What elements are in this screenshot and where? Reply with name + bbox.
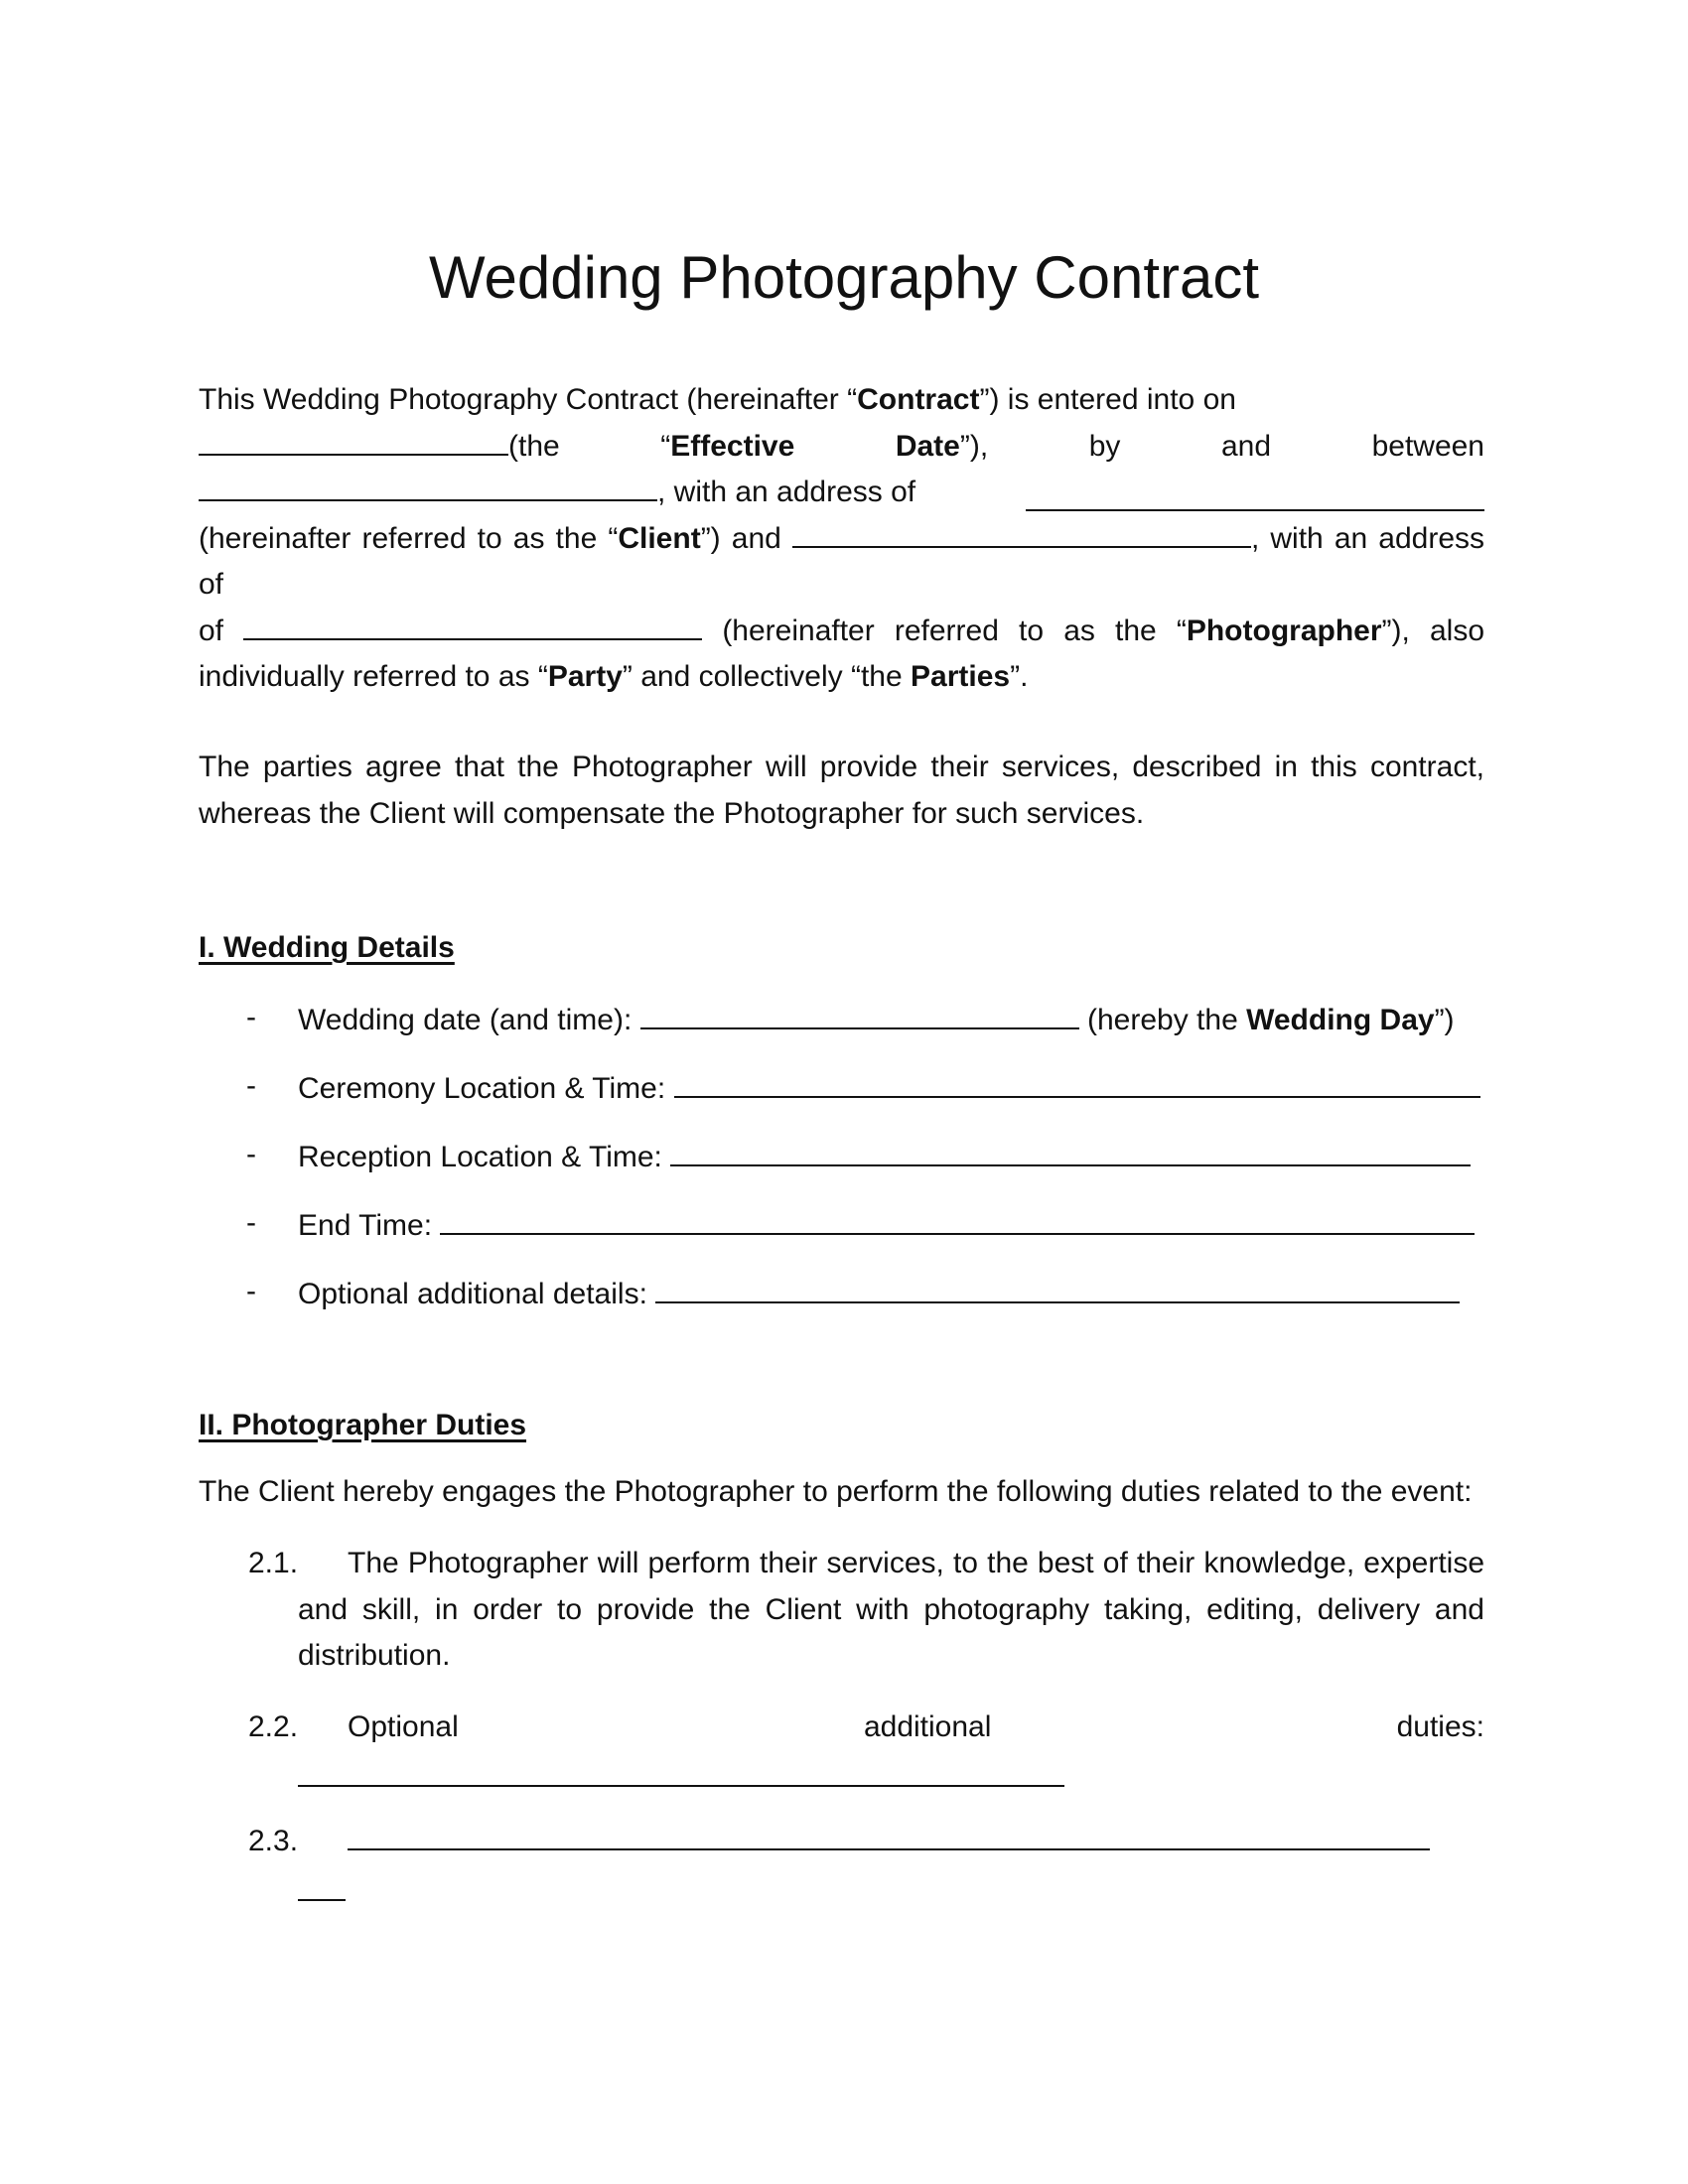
- list-item: - End Time:: [199, 1203, 1489, 1272]
- intro-paragraph: This Wedding Photography Contract (hereinafter “Contract”) is entered into on (the “Effective Date”), by and between , with an address of (hereinafter referred to as the “Client”) and , with an address of of (hereinafter referred to as the “Photographer”), also individually referred to as “Party” and collectively “the Parties”.: [199, 383, 1485, 693]
- clause-2-3-blank[interactable]: [348, 1819, 1430, 1850]
- list-item: - Optional additional details:: [199, 1272, 1489, 1340]
- wedding-date-blank[interactable]: [640, 998, 1079, 1029]
- client-name-blank[interactable]: [199, 470, 657, 501]
- term-parties: Parties: [911, 660, 1011, 693]
- section-heading-photographer-duties: II. Photographer Duties: [199, 1409, 527, 1441]
- term-photographer: Photographer: [1186, 614, 1382, 647]
- clause-2-3: 2.3.: [248, 1819, 1484, 1915]
- section-heading-wedding-details: I. Wedding Details: [199, 931, 455, 964]
- client-address-blank[interactable]: [1026, 479, 1484, 511]
- list-item: - Ceremony Location & Time:: [199, 1066, 1489, 1135]
- term-party: Party: [547, 660, 623, 693]
- additional-duties-blank[interactable]: [298, 1755, 1064, 1787]
- term-contract: Contract: [857, 383, 980, 416]
- ceremony-location-blank[interactable]: [674, 1066, 1480, 1098]
- agreement-paragraph: The parties agree that the Photographer will provide their services, described in this contract, whereas the Client will compensate the Photographer for such services.: [199, 751, 1484, 830]
- duties-intro: The Client hereby engages the Photographer to perform the following duties related to the event:: [199, 1475, 1473, 1508]
- photographer-address-blank[interactable]: [243, 609, 702, 640]
- clause-2-2: 2.2. Optional additional duties:: [248, 1705, 1484, 1801]
- photographer-name-blank[interactable]: [792, 516, 1251, 548]
- term-wedding-day: Wedding Day: [1246, 1004, 1435, 1036]
- end-time-blank[interactable]: [440, 1203, 1475, 1235]
- page-title: Wedding Photography Contract: [428, 244, 1260, 312]
- effective-date-blank[interactable]: [199, 424, 508, 456]
- wedding-details-list: [199, 998, 1489, 1340]
- additional-details-blank[interactable]: [655, 1272, 1460, 1303]
- reception-location-blank[interactable]: [670, 1135, 1471, 1166]
- list-item: - Reception Location & Time:: [199, 1135, 1489, 1203]
- term-effective-date: Effective Date: [670, 429, 960, 463]
- term-client: Client: [618, 521, 701, 555]
- clause-2-1: 2.1. The Photographer will perform their services, to the best of their knowledge, expertise and skill, in order to provide the Client with photography taking, editing, delivery and distribution.: [248, 1547, 1484, 1672]
- clause-2-3-blank-continued[interactable]: [298, 1869, 346, 1901]
- list-item: - Wedding date (and time): (hereby the Wedding Day”): [199, 998, 1489, 1066]
